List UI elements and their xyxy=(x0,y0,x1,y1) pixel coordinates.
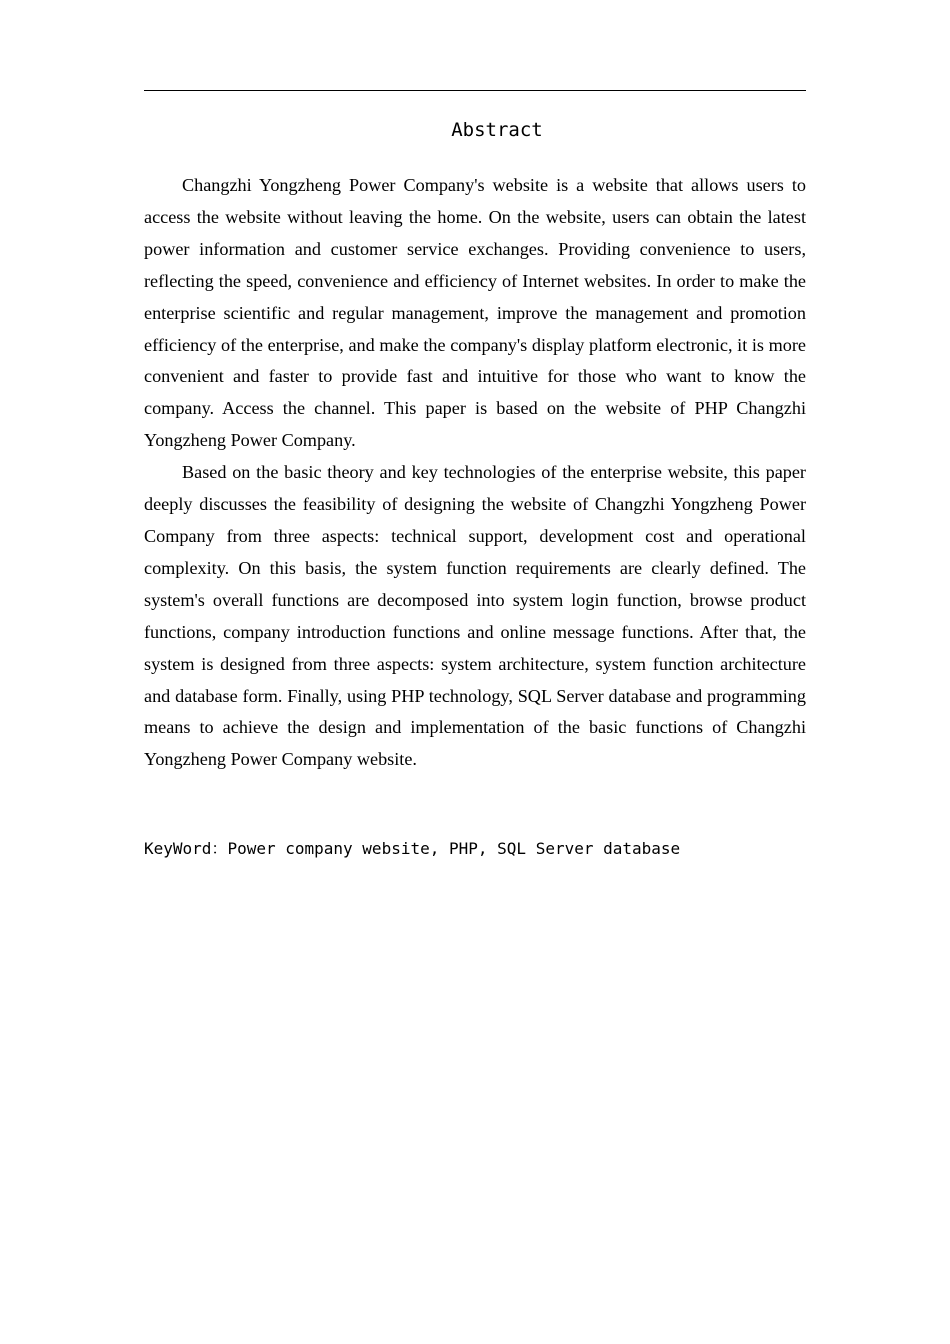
abstract-title: Abstract xyxy=(451,119,543,141)
keywords-label: KeyWord： xyxy=(144,839,228,858)
abstract-body xyxy=(144,170,806,776)
keywords-line xyxy=(144,837,844,861)
abstract-paragraph-2: Based on the basic theory and key technologies of the enterprise website, this paper deeply discusses the feasibility of designing the website of Changzhi Yongzheng Power Company from three aspects: technical support, development cost and operational complexity. On this basis, the system function requirements are clearly defined. The system's overall functions are decomposed into system login function, browse product functions, company introduction functions and online message functions. After that, the system is designed from three aspects: system architecture, system function architecture and database form. Finally, using PHP technology, SQL Server database and programming means to achieve the design and implementation of the basic functions of Changzhi Yongzheng Power Company website. xyxy=(144,462,806,770)
header-rule xyxy=(144,90,806,91)
abstract-paragraph-1: Changzhi Yongzheng Power Company's website is a website that allows users to access the website without leaving the home. On the website, users can obtain the latest power information and customer service exchanges. Providing convenience to users, reflecting the speed, convenience and efficiency of Internet websites. In order to make the enterprise scientific and regular management, improve the management and promotion efficiency of the enterprise, and make the company's display platform electronic, it is more convenient and faster to provide fast and intuitive for those who want to know the company. Access the channel. This paper is based on the website of PHP Changzhi Yongzheng Power Company. xyxy=(144,175,806,451)
keywords-list: Power company website, PHP, SQL Server database xyxy=(227,839,681,858)
